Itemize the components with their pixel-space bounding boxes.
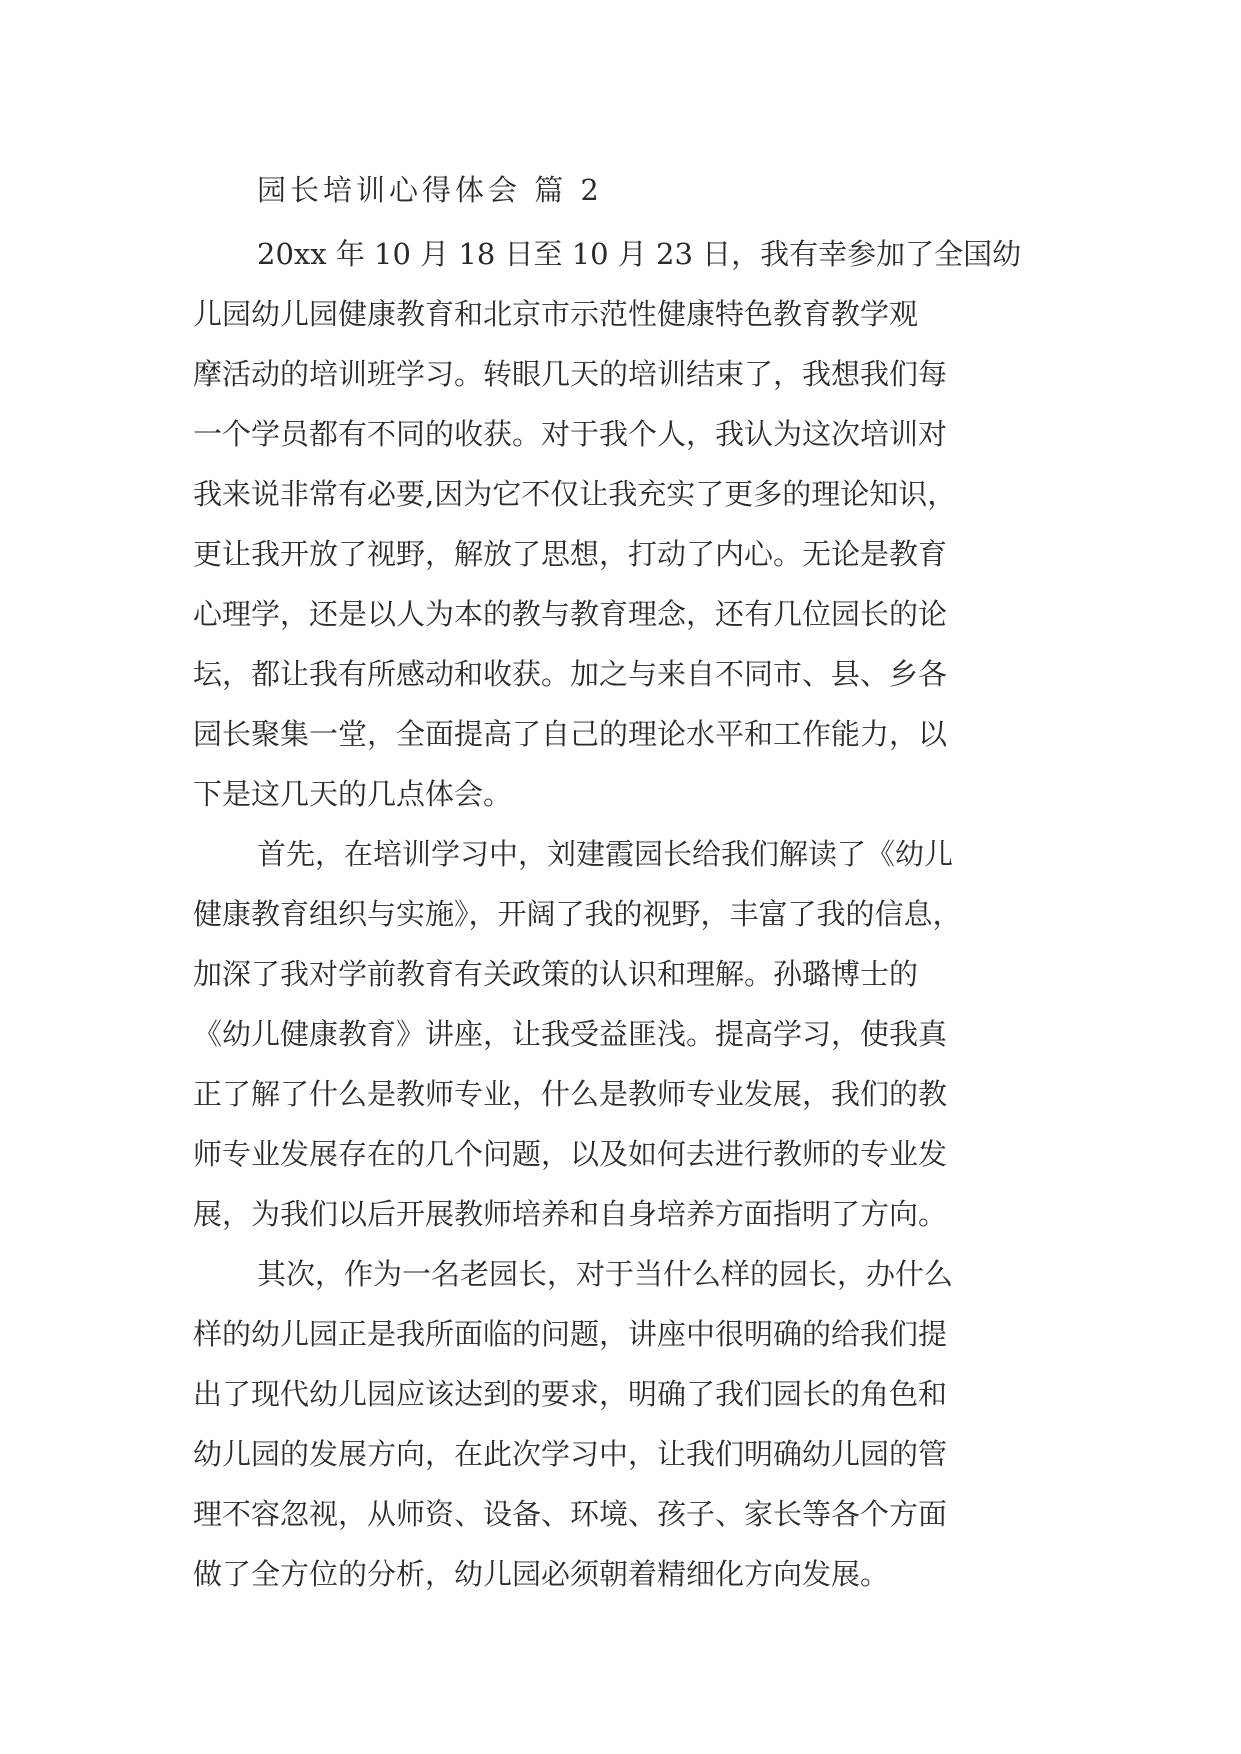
paragraph-2-line-7: 展，为我们以后开展教师培养和自身培养方面指明了方向。 bbox=[193, 1197, 948, 1231]
paragraph-1-line-6: 更让我开放了视野，解放了思想，打动了内心。无论是教育 bbox=[193, 537, 948, 571]
paragraph-2-line-6: 师专业发展存在的几个问题，以及如何去进行教师的专业发 bbox=[193, 1137, 948, 1171]
paragraph-1-line-3: 摩活动的培训班学习。转眼几天的培训结束了，我想我们每 bbox=[193, 357, 948, 391]
document-heading: 园长培训心得体会 篇 2 bbox=[257, 173, 603, 207]
paragraph-1-line-4: 一个学员都有不同的收获。对于我个人，我认为这次培训对 bbox=[193, 417, 948, 451]
paragraph-2-line-1: 首先，在培训学习中，刘建霞园长给我们解读了《幼儿 bbox=[257, 837, 954, 871]
paragraph-2-line-3: 加深了我对学前教育有关政策的认识和理解。孙璐博士的 bbox=[193, 957, 919, 991]
paragraph-1-line-1: 20xx 年 10 月 18 日至 10 月 23 日，我有幸参加了全国幼 bbox=[257, 237, 1022, 271]
paragraph-3-line-4: 幼儿园的发展方向，在此次学习中，让我们明确幼儿园的管 bbox=[193, 1437, 948, 1471]
paragraph-1-line-9: 园长聚集一堂，全面提高了自己的理论水平和工作能力，以 bbox=[193, 717, 948, 751]
paragraph-3-line-5: 理不容忽视，从师资、设备、环境、孩子、家长等各个方面 bbox=[193, 1497, 948, 1531]
paragraph-3-line-6: 做了全方位的分析，幼儿园必须朝着精细化方向发展。 bbox=[193, 1557, 890, 1591]
paragraph-1-line-2: 儿园幼儿园健康教育和北京市示范性健康特色教育教学观 bbox=[193, 297, 919, 331]
paragraph-2-line-5: 正了解了什么是教师专业，什么是教师专业发展，我们的教 bbox=[193, 1077, 948, 1111]
paragraph-1-line-8: 坛，都让我有所感动和收获。加之与来自不同市、县、乡各 bbox=[193, 657, 948, 691]
paragraph-3-line-2: 样的幼儿园正是我所面临的问题，讲座中很明确的给我们提 bbox=[193, 1317, 948, 1351]
paragraph-3-line-3: 出了现代幼儿园应该达到的要求，明确了我们园长的角色和 bbox=[193, 1377, 948, 1411]
paragraph-1-line-5: 我来说非常有必要,因为它不仅让我充实了更多的理论知识， bbox=[193, 477, 957, 511]
paragraph-2-line-2: 健康教育组织与实施》，开阔了我的视野，丰富了我的信息， bbox=[193, 897, 962, 931]
paragraph-3-line-1: 其次，作为一名老园长，对于当什么样的园长，办什么 bbox=[257, 1257, 954, 1291]
paragraph-1-line-7: 心理学，还是以人为本的教与教育理念，还有几位园长的论 bbox=[193, 597, 948, 631]
paragraph-1-line-10: 下是这几天的几点体会。 bbox=[193, 777, 513, 811]
paragraph-2-line-4: 《幼儿健康教育》讲座，让我受益匪浅。提高学习，使我真 bbox=[193, 1017, 948, 1051]
